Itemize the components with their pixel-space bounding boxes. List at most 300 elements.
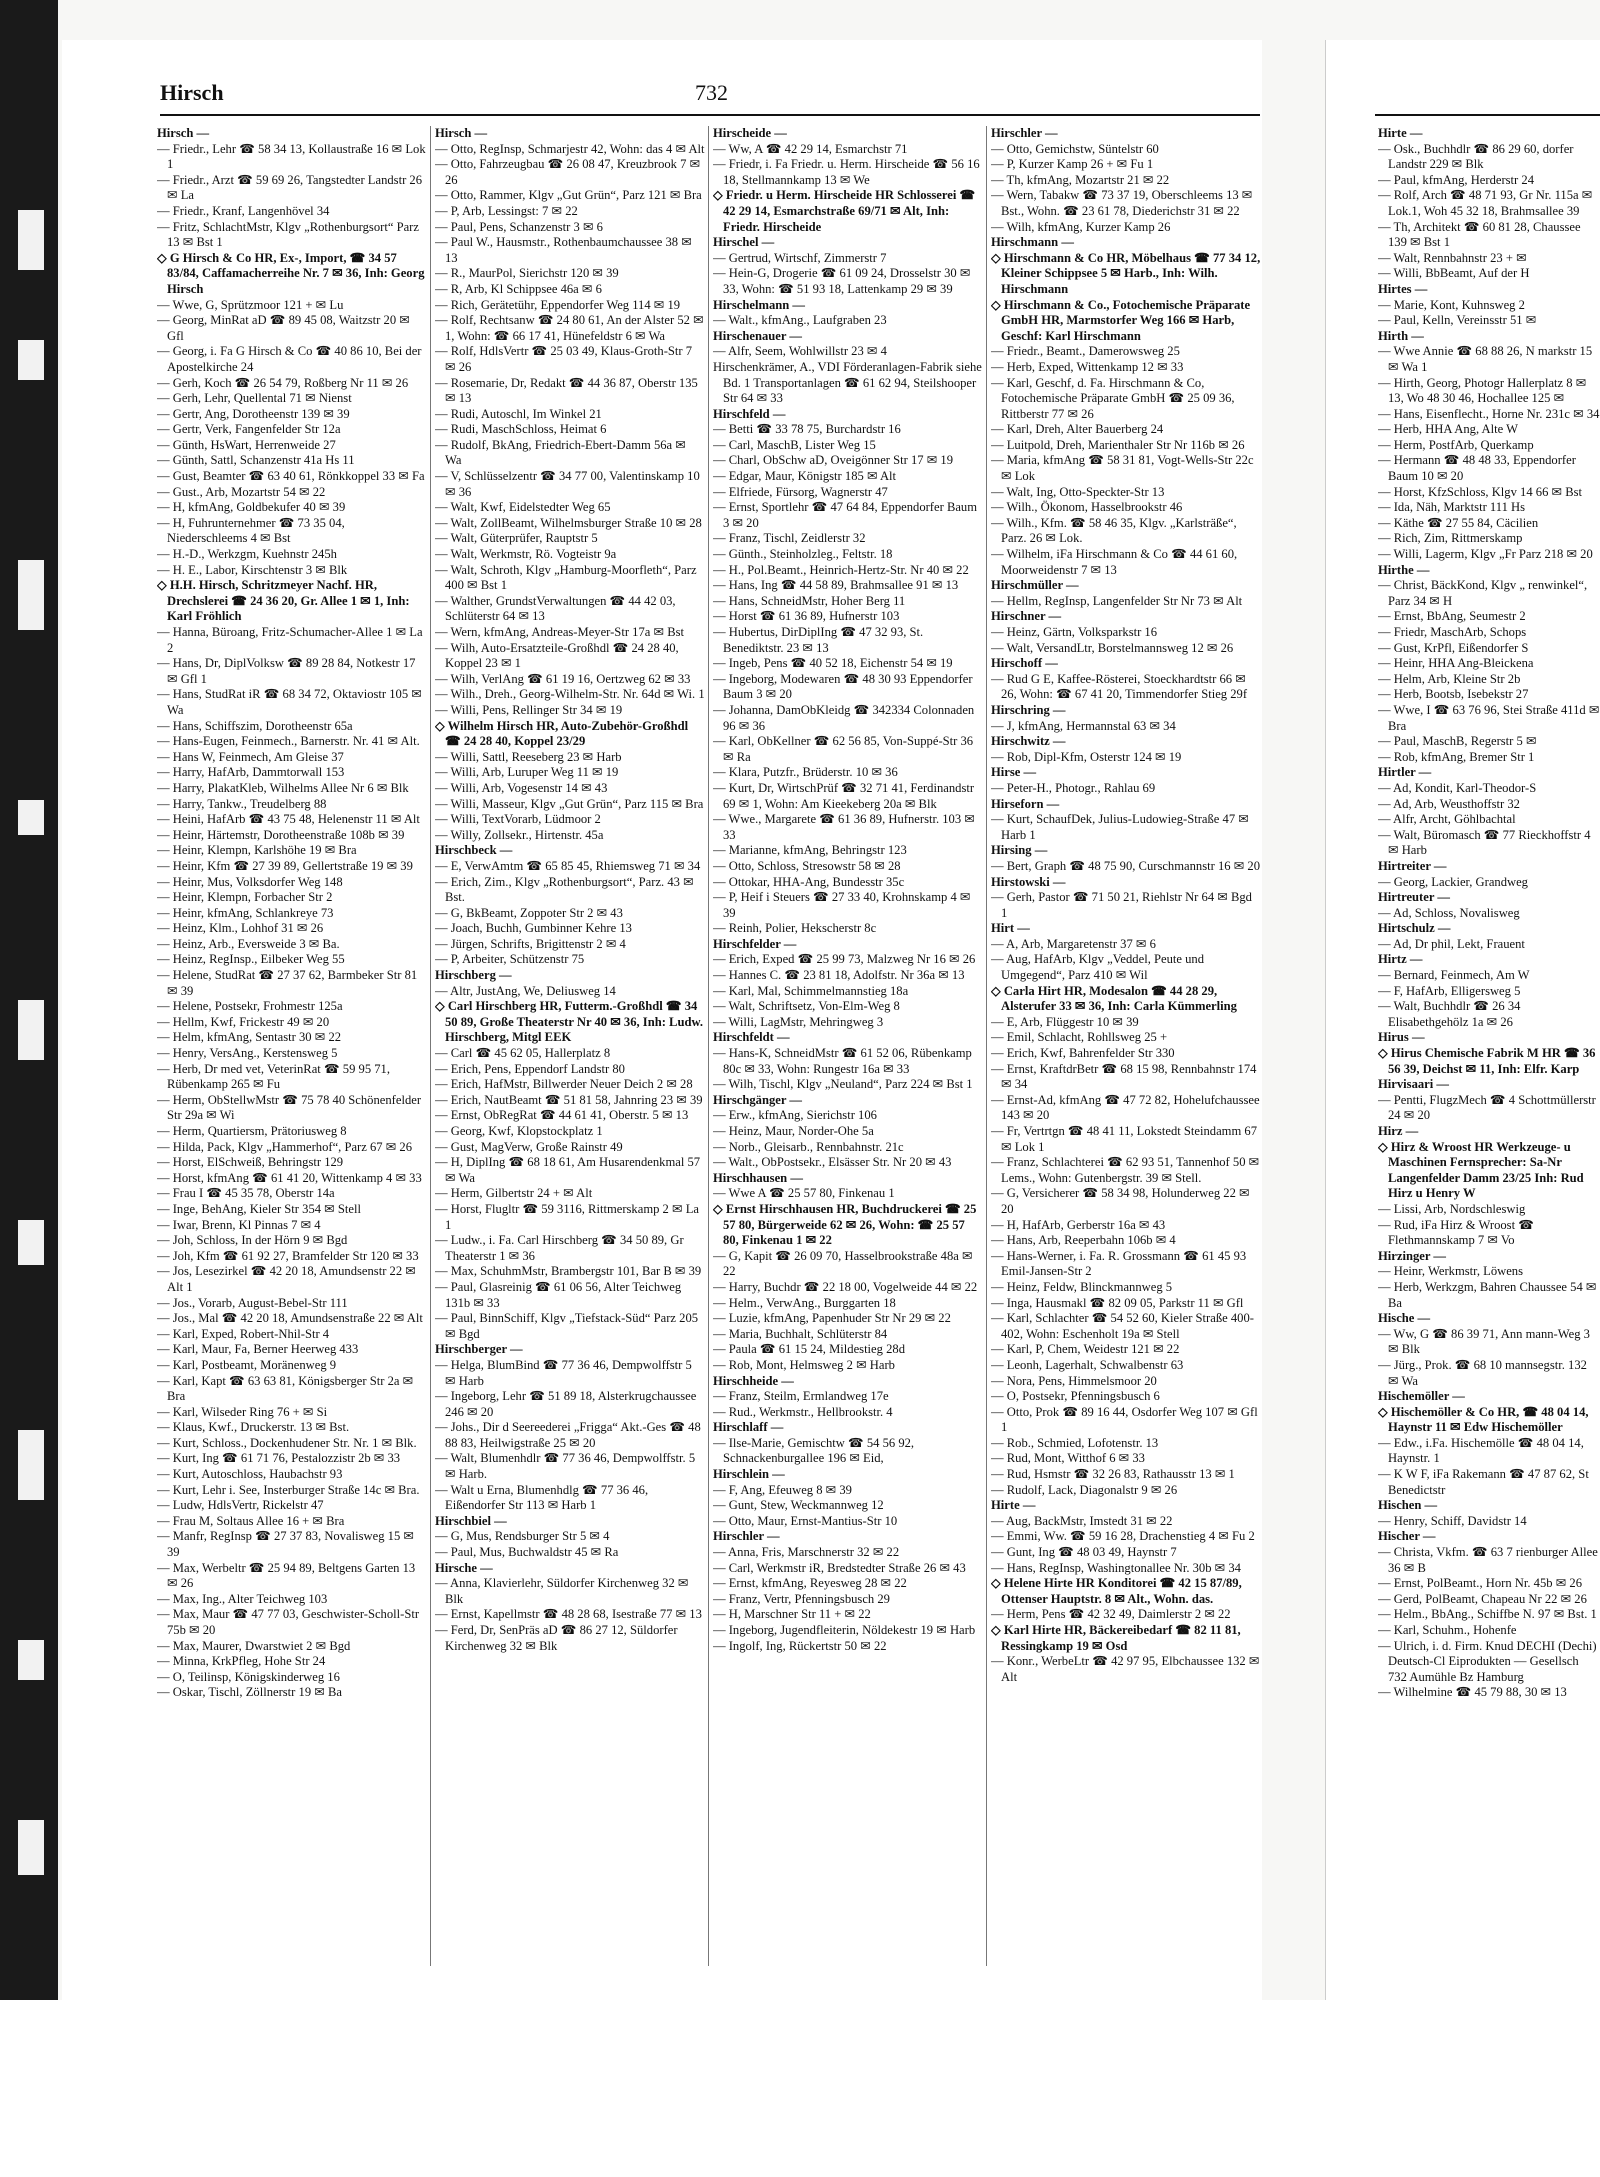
- directory-entry: — Herb, Werkzgm, Bahren Chaussee 54 ✉ Ba: [1378, 1279, 1597, 1310]
- directory-entry: — Hans, Arb, Reeperbahn 106b ✉ 4: [991, 1233, 1176, 1248]
- bottom-margin: [0, 2000, 1600, 2177]
- directory-entry: — Karl, Mal, Schimmelmannstieg 18a: [713, 983, 909, 998]
- directory-entry: ◇ Karl Hirte HR, Bäckereibedarf ☎ 82 11 81, Ressingkamp 19 ✉ Osd: [991, 1623, 1241, 1653]
- directory-entry: — Gerd, PolBeamt, Chapeau Nr 22 ✉ 26: [1378, 1591, 1587, 1606]
- directory-entry: Hirscheide —: [713, 126, 787, 140]
- directory-entry: — Gertr, Ang, Dorotheenstr 139 ✉ 39: [157, 406, 350, 421]
- directory-entry: — Otto, Prok ☎ 89 16 44, Osdorfer Weg 107 ✉ Gfl 1: [991, 1404, 1258, 1435]
- directory-entry: — Otto, Gemichstw, Süntelstr 60: [991, 141, 1159, 156]
- directory-entry: — Karl, Dreh, Alter Bauerberg 24: [991, 422, 1164, 437]
- directory-entry: — Heinr, Härtemstr, Dorotheenstraße 108b ✉ 39: [157, 827, 405, 842]
- directory-entry: — Rob, Dipl-Kfm, Osterstr 124 ✉ 19: [991, 749, 1182, 764]
- directory-entry: — Walt, Werkmstr, Rö. Vogteistr 9a: [435, 547, 617, 562]
- directory-entry: — Heinr, Klempn, Forbacher Str 2: [157, 890, 333, 905]
- directory-entry: — Walther, GrundstVerwaltungen ☎ 44 42 03, Schlüterstr 64 ✉ 13: [435, 593, 676, 624]
- directory-entry: — Emmi, Ww. ☎ 59 16 28, Drachenstieg 4 ✉ Fu 2: [991, 1529, 1255, 1544]
- directory-entry: — Wwe., Margarete ☎ 61 36 89, Hufnerstr. 103 ✉ 33: [713, 812, 975, 842]
- directory-entry: — Erich, Zim., Klgv „Rothenburgsort“, Parz. 43 ✉ Bst.: [435, 874, 694, 905]
- directory-entry: — Jos., Mal ☎ 42 20 18, Amundsenstraße 22 ✉ Alt: [157, 1311, 423, 1326]
- directory-entry: Hirschhausen —: [713, 1170, 803, 1185]
- directory-entry: — Bert, Graph ☎ 48 75 90, Curschmannstr 16 ✉ 20: [991, 858, 1260, 873]
- directory-entry: — Erich, HafMstr, Billwerder Neuer Deich 2 ✉ 28: [435, 1077, 693, 1092]
- directory-entry: — Pentti, FlugzMech ☎ 4 Schottmüllerstr 24 ✉ 20: [1378, 1092, 1596, 1123]
- directory-entry: ◇ Hirschmann & Co HR, Möbelhaus ☎ 77 34 12, Kleiner Schippsee 5 ✉ Harb., Inh: Wilh. Hirschmann: [991, 250, 1261, 296]
- directory-entry: — Walt, Büromasch ☎ 77 Rieckhoffstr 4 ✉ Harb: [1378, 827, 1591, 858]
- directory-entry: — Maria, kfmAng ☎ 58 31 81, Vogt-Wells-Str 22c ✉ Lok: [991, 453, 1254, 484]
- directory-entry: — Karl, Maur, Fa, Berner Heerweg 433: [157, 1342, 359, 1357]
- directory-entry: — Gunt, Stew, Weckmannweg 12: [713, 1498, 884, 1513]
- directory-entry: — Hans-K, SchneidMstr ☎ 61 52 06, Rübenkamp 80c ✉ 33, Wohn: Rungestr 16a ✉ 33: [713, 1046, 972, 1076]
- directory-entry: — Wwe Annie ☎ 68 88 26, N markstr 15 ✉ Wa 1: [1378, 344, 1593, 374]
- directory-entry: ◇ Ernst Hirschhausen HR, Buchdruckerei ☎ 25 57 80, Bürgerweide 62 ✉ 26, Wohn: ☎ 25 57 80, Finkenau 1 ✉ 22: [713, 1201, 977, 1248]
- facing-header-rule: [1375, 114, 1600, 116]
- directory-entry: — Hannes C. ☎ 23 81 18, Adolfstr. Nr 36a ✉ 13: [713, 968, 965, 983]
- directory-entry: — Paul, MaschB, Regerstr 5 ✉: [1378, 734, 1537, 749]
- directory-entry: — Rud, Hsmstr ☎ 32 26 83, Rathausstr 13 ✉ 1: [991, 1467, 1235, 1482]
- directory-entry: — Ingolf, Ing, Rückertstr 50 ✉ 22: [713, 1638, 887, 1653]
- directory-entry: — Anna, Klavierlehr, Süldorfer Kirchenweg 32 ✉ Blk: [435, 1576, 689, 1606]
- directory-entry: — Georg, MinRat aD ☎ 89 45 08, Waitzstr 20 ✉ Gfl: [157, 313, 410, 343]
- directory-entry: — H, kfmAng, Goldbekufer 40 ✉ 39: [157, 500, 346, 515]
- directory-entry: Hirschring —: [991, 702, 1066, 717]
- directory-entry: — Th, kfmAng, Mozartstr 21 ✉ 22: [991, 172, 1170, 187]
- directory-entry: — Alfr, Archt, Göhlbachtal: [1378, 812, 1516, 827]
- directory-entry: — Ernst, kfmAng, Reyesweg 28 ✉ 22: [713, 1576, 907, 1591]
- directory-entry: — Walt, Rennbahnstr 23 + ✉: [1378, 250, 1527, 265]
- directory-entry: — Harry, PlakatKleb, Wilhelms Allee Nr 6 ✉ Blk: [157, 780, 409, 795]
- directory-entry: — Gertrud, Wirtschf, Zimmerstr 7: [713, 250, 887, 265]
- directory-entry: — Marie, Kont, Kuhnsweg 2: [1378, 297, 1525, 312]
- directory-entry: — H., Pol.Beamt., Heinrich-Hertz-Str. Nr 40 ✉ 22: [713, 562, 969, 577]
- directory-entry: — Frau M, Soltaus Allee 16 + ✉ Bra: [157, 1513, 345, 1528]
- directory-entry: — P, Arb, Lessingst: 7 ✉ 22: [435, 203, 578, 218]
- directory-entry: ◇ Hirschmann & Co., Fotochemische Präparate GmbH HR, Marmstorfer Weg 166 ✉ Harb, Geschf: Karl Hirschmann: [991, 297, 1251, 343]
- directory-entry: — Jürgen, Schrifts, Brigittenstr 2 ✉ 4: [435, 936, 626, 951]
- directory-entry: — Walt, Buchhdlr ☎ 26 34 Elisabethgehölz 1a ✉ 26: [1378, 999, 1521, 1029]
- directory-entry: — Charl, ObSchw aD, Oveigönner Str 17 ✉ 19: [713, 453, 954, 468]
- directory-entry: — H, HafArb, Gerberstr 16a ✉ 43: [991, 1217, 1166, 1232]
- directory-entry: — P, Heif i Steuers ☎ 27 33 40, Krohnskamp 4 ✉ 39: [713, 890, 971, 920]
- directory-entry: Hirtreuter —: [1378, 890, 1450, 905]
- directory-entry: Hirschenkrämer, A., VDI Förderanlagen-Fabrik siehe Bd. 1 Transportanlagen ☎ 61 62 94, Steilshooper Str 64 ✉ 33: [713, 359, 982, 406]
- directory-entry: — Helm, kfmAng, Sentastr 30 ✉ 22: [157, 1030, 342, 1045]
- directory-entry: — Altr, JustAng, We, Deliusweg 14: [435, 983, 616, 998]
- directory-entry: — Wilh., Dreh., Georg-Wilhelm-Str. Nr. 64d ✉ Wi. 1: [435, 687, 705, 702]
- directory-entry: — Ad, Arb, Weusthoffstr 32: [1378, 796, 1520, 811]
- directory-entry: Hirsche —: [435, 1560, 493, 1575]
- directory-entry: — J, kfmAng, Hermannstal 63 ✉ 34: [991, 718, 1176, 733]
- directory-entry: — Kurt, Dr, WirtschPrüf ☎ 32 71 41, Ferdinandstr 69 ✉ 1, Wohn: Am Kieekeberg 20a ✉ Blk: [713, 780, 975, 811]
- directory-entry: Hirschler —: [713, 1529, 780, 1544]
- directory-entry: — Ad, Dr phil, Lekt, Frauent: [1378, 936, 1525, 951]
- directory-entry: — Rud G E, Kaffee-Rösterei, Stoeckhardtstr 66 ✉ 26, Wohn: ☎ 67 41 20, Timmendorfer Stieg 29f: [991, 671, 1248, 702]
- directory-entry: — Herb, Exped, Wittenkamp 12 ✉ 33: [991, 359, 1184, 374]
- directory-entry: — Rudi, Autoschl, Im Winkel 21: [435, 406, 602, 421]
- directory-entry: Hirse —: [991, 765, 1037, 780]
- directory-entry: — Friedr., Kranf, Langenhövel 34: [157, 203, 330, 218]
- directory-entry: Hirstowski —: [991, 874, 1066, 889]
- directory-entry: — Willi, Arb, Luruper Weg 11 ✉ 19: [435, 765, 619, 780]
- directory-entry: — Horst, KfzSchloss, Klgv 14 66 ✉ Bst: [1378, 484, 1583, 499]
- directory-entry: Hirschfeld —: [713, 406, 786, 421]
- directory-entry: — Willi, Sattl, Reeseberg 23 ✉ Harb: [435, 749, 622, 764]
- directory-entry: — Hellm, Kwf, Frickestr 49 ✉ 20: [157, 1014, 330, 1029]
- directory-entry: — Heinz, Arb., Eversweide 3 ✉ Ba.: [157, 936, 340, 951]
- directory-entry: — Edgar, Maur, Königstr 185 ✉ Alt: [713, 469, 897, 484]
- directory-entry: — Ferd, Dr, SenPräs aD ☎ 86 27 12, Süldorfer Kirchenweg 32 ✉ Blk: [435, 1623, 678, 1653]
- directory-entry: — Carl ☎ 45 62 05, Hallerplatz 8: [435, 1046, 611, 1061]
- directory-entry: — Johanna, DamObKleidg ☎ 342334 Colonnaden 96 ✉ 36: [713, 702, 975, 733]
- directory-entry: Hirschgänger —: [713, 1092, 802, 1107]
- directory-entry: — Max, Ing., Alter Teichweg 103: [157, 1591, 328, 1606]
- column-divider: [430, 126, 431, 1966]
- directory-entry: — Osk., Buchhdlr ☎ 86 29 60, dorfer Landstr 229 ✉ Blk: [1378, 141, 1574, 172]
- directory-entry: — Walt., ObPostsekr., Elsässer Str. Nr 20 ✉ 43: [713, 1155, 952, 1170]
- directory-entry: — Hans-Werner, i. Fa. R. Grossmann ☎ 61 45 93 Emil-Jansen-Str 2: [991, 1248, 1247, 1279]
- directory-entry: — Hans, RegInsp, Washingtonallee Nr. 30b ✉ 34: [991, 1560, 1241, 1575]
- directory-entry: — Gust, MagVerw, Große Rainstr 49: [435, 1139, 623, 1154]
- directory-entry: — Erich, Exped ☎ 25 99 73, Malzweg Nr 16 ✉ 26: [713, 952, 976, 967]
- directory-entry: — Walt, Schriftsetz, Von-Elm-Weg 8: [713, 999, 900, 1014]
- directory-entry: — Horst, Flugltr ☎ 59 3116, Rittmerskamp 2 ✉ La 1: [435, 1201, 699, 1232]
- directory-entry: — Herb, HHA Ang, Alte W: [1378, 422, 1519, 437]
- directory-entry: Hirschbiel —: [435, 1513, 507, 1528]
- directory-entry: — Harry, Tankw., Treudelberg 88: [157, 796, 327, 811]
- directory-entry: — Paul, Kelln, Vereinsstr 51 ✉: [1378, 313, 1537, 328]
- directory-entry: — Hein-G, Drogerie ☎ 61 09 24, Drosselstr 30 ✉ 33, Wohn: ☎ 51 93 18, Lattenkamp 29 ✉ 39: [713, 266, 971, 296]
- directory-entry: Hischen —: [1378, 1498, 1438, 1513]
- directory-entry: — Walt., kfmAng., Laufgraben 23: [713, 313, 887, 328]
- directory-entry: — Heinz, Feldw, Blinckmannweg 5: [991, 1279, 1173, 1294]
- directory-entry: — Georg, Kwf, Klopstockplatz 1: [435, 1124, 603, 1138]
- directory-entry: — Wilh., Kfm. ☎ 58 46 35, Klgv. „Karlsträße“, Parz. 26 ✉ Lok.: [991, 515, 1237, 546]
- directory-entry: — Wilh, Tischl, Klgv „Neuland“, Parz 224 ✉ Bst 1: [713, 1077, 973, 1092]
- directory-entry: — P, Kurzer Kamp 26 + ✉ Fu 1: [991, 157, 1154, 172]
- directory-entry: — Reinh, Polier, Hekscherstr 8c: [713, 921, 877, 936]
- directory-entry: Hirschmüller —: [991, 578, 1079, 593]
- directory-entry: — Hans, SchneidMstr, Hoher Berg 11: [713, 593, 906, 608]
- directory-entry: Hirte —: [991, 1498, 1036, 1513]
- directory-entry: — Friedr., Lehr ☎ 58 34 13, Kollaustraße 16 ✉ Lok 1: [157, 141, 426, 172]
- directory-entry: — E, Arb, Flüggestr 10 ✉ 39: [991, 1014, 1139, 1029]
- running-head: Hirsch: [160, 80, 224, 105]
- directory-entry: — Walt, ZollBeamt, Wilhelmsburger Straße 10 ✉ 28: [435, 515, 702, 530]
- directory-entry: — F, Ang, Efeuweg 8 ✉ 39: [713, 1482, 852, 1497]
- directory-entry: — Hans, StudRat iR ☎ 68 34 72, Oktaviostr 105 ✉ Wa: [157, 687, 422, 717]
- directory-entry: Hirsch —: [157, 126, 210, 140]
- directory-entry: — Alfr, Seem, Wohlwillstr 23 ✉ 4: [713, 344, 887, 359]
- directory-entry: — Rudolf, Lack, Diagonalstr 9 ✉ 26: [991, 1482, 1178, 1497]
- directory-entry: — Max, Maur ☎ 47 77 03, Geschwister-Scholl-Str 75b ✉ 20: [157, 1607, 420, 1637]
- directory-entry: — R, Arb, Kl Schippsee 46a ✉ 6: [435, 281, 602, 296]
- directory-entry: — Friedr., Beamt., Damerowsweg 25: [991, 344, 1180, 359]
- directory-entry: — Franz, Tischl, Zeidlerstr 32: [713, 531, 866, 546]
- directory-entry: — Karl, Postbeamt, Moränenweg 9: [157, 1357, 337, 1372]
- directory-entry: — Rob, kfmAng, Bremer Str 1: [1378, 749, 1535, 764]
- directory-entry: — Henry, VersAng., Kerstensweg 5: [157, 1046, 338, 1061]
- directory-entry: — A, Arb, Margaretenstr 37 ✉ 6: [991, 936, 1156, 951]
- directory-entry: — V, Schlüsselzentr ☎ 34 77 00, Valentinskamp 10 ✉ 36: [435, 469, 700, 499]
- directory-entry: — Gust., Arb, Mozartstr 54 ✉ 22: [157, 484, 326, 499]
- directory-entry: — Helm., BbAng., Schiffbe N. 97 ✉ Bst. 1: [1378, 1607, 1597, 1622]
- directory-entry: — Willi, Masseur, Klgv „Gut Grün“, Parz 115 ✉ Bra: [435, 796, 704, 811]
- directory-entry: — Heini, HafArb ☎ 43 75 48, Helenenstr 11 ✉ Alt: [157, 812, 420, 827]
- directory-entry: — Gust, KrPfl, Eißendorfer S: [1378, 640, 1529, 655]
- directory-entry: — Max, Maurer, Dwarstwiet 2 ✉ Bgd: [157, 1638, 351, 1653]
- directory-entry: — Karl, Geschf, d. Fa. Hirschmann & Co, Fotochemische Präparate GmbH ☎ 25 09 36, Rittberstr 77 ✉ 26: [991, 375, 1235, 421]
- directory-entry: — H, Fuhrunternehmer ☎ 73 35 04, Niederschleems 4 ✉ Bst: [157, 515, 345, 546]
- directory-entry: — Wwe, G, Sprützmoor 121 + ✉ Lu: [157, 297, 344, 312]
- directory-entry: Hirschelmann —: [713, 297, 806, 312]
- directory-entry: — Nora, Pens, Himmelsmoor 20: [991, 1373, 1157, 1388]
- directory-entry: Hirschlein —: [713, 1467, 785, 1482]
- directory-entry: — Paul, Mus, Buchwaldstr 45 ✉ Ra: [435, 1545, 619, 1560]
- directory-entry: Hirzinger —: [1378, 1248, 1446, 1263]
- directory-entry: Hischer —: [1378, 1529, 1436, 1544]
- directory-entry: — R., MaurPol, Sierichstr 120 ✉ 39: [435, 266, 619, 281]
- directory-entry: — Karl, Wilseder Ring 76 + ✉ Si: [157, 1404, 328, 1419]
- directory-entry: Hirtz —: [1378, 952, 1423, 967]
- directory-entry: — Willi, LagMstr, Mehringweg 3: [713, 1014, 884, 1029]
- directory-entry: — Ernst, BbAng, Seumestr 2: [1378, 609, 1526, 624]
- directory-column-3: [713, 126, 983, 1966]
- directory-entry: — Herm, Pens ☎ 42 32 49, Daimlerstr 2 ✉ 22: [991, 1607, 1231, 1622]
- directory-entry: — Max, Werbeltr ☎ 25 94 89, Beltgens Garten 13 ✉ 26: [157, 1560, 416, 1591]
- directory-entry: — Otto, Maur, Ernst-Mantius-Str 10: [713, 1513, 898, 1528]
- directory-entry: ◇ Hirus Chemische Fabrik M HR ☎ 36 56 39, Deichst ✉ 11, Inh: Elfr. Karp: [1378, 1046, 1596, 1076]
- directory-entry: — Jos, Lesezirkel ☎ 42 20 18, Amundsenstr 22 ✉ Alt 1: [157, 1264, 416, 1294]
- directory-entry: — Rudolf, BkAng, Friedrich-Ebert-Damm 56a ✉ Wa: [435, 437, 686, 468]
- directory-entry: Hirtler —: [1378, 765, 1432, 780]
- directory-entry: — Erw., kfmAng, Sierichstr 106: [713, 1108, 877, 1123]
- directory-entry: — Helene, Postsekr, Frohmestr 125a: [157, 999, 343, 1014]
- directory-entry: Hirschler —: [991, 126, 1058, 140]
- directory-entry: Hirschfeldt —: [713, 1030, 790, 1045]
- directory-entry: — Hermann ☎ 48 48 33, Eppendorfer Baum 10 ✉ 20: [1378, 453, 1576, 484]
- directory-entry: — Gertr, Verk, Fangenfelder Str 12a: [157, 422, 341, 437]
- directory-entry: — Hellm, RegInsp, Langenfelder Str Nr 73 ✉ Alt: [991, 593, 1243, 608]
- directory-entry: — Wilh., Ökonom, Hasselbrookstr 46: [991, 500, 1183, 515]
- directory-entry: Hirsing —: [991, 843, 1048, 858]
- directory-entry: — Ilse-Marie, Gemischtw ☎ 54 56 92, Schnackenburgallee 196 ✉ Eid,: [713, 1435, 915, 1466]
- directory-entry: — Rob, Mont, Helmsweg 2 ✉ Harb: [713, 1357, 895, 1372]
- directory-entry: — Elfriede, Fürsorg, Wagnerstr 47: [713, 484, 888, 499]
- directory-entry: — Edw., i.Fa. Hischemölle ☎ 48 04 14, Haynstr. 1: [1378, 1435, 1584, 1466]
- directory-entry: Hirschoff —: [991, 656, 1058, 671]
- directory-entry: — Walt, Kwf, Eidelstedter Weg 65: [435, 500, 611, 515]
- directory-entry: — F, HafArb, Elligersweg 5: [1378, 983, 1521, 998]
- directory-entry: — Kurt, Ing ☎ 61 71 76, Pestalozzistr 2b ✉ 33: [157, 1451, 401, 1466]
- directory-entry: — K W F, iFa Rakemann ☎ 47 87 62, St Benedictstr: [1378, 1467, 1589, 1497]
- directory-entry: — Hans-Eugen, Feinmech., Barnerstr. Nr. 41 ✉ Alt.: [157, 734, 420, 749]
- directory-entry: Hirseforn —: [991, 796, 1060, 811]
- directory-entry: — Fr, Vertrtgn ☎ 48 41 11, Lokstedt Steindamm 67 ✉ Lok 1: [991, 1124, 1257, 1154]
- directory-entry: — Franz, Schlachterei ☎ 62 93 51, Tannenhof 50 ✉ Lems., Wohn: Gutenbergstr. 39 ✉ Stell.: [991, 1155, 1260, 1185]
- directory-entry: ◇ H.H. Hirsch, Schritzmeyer Nachf. HR, Drechslerei ☎ 24 36 20, Gr. Allee 1 ✉ 1, Inh: Karl Fröhlich: [157, 578, 410, 624]
- directory-entry: — Friedr, MaschArb, Schops: [1378, 625, 1527, 639]
- directory-entry: — Walt, Schroth, Klgv „Hamburg-Moorfleth“, Parz 400 ✉ Bst 1: [435, 562, 697, 593]
- directory-entry: Hischemöller —: [1378, 1389, 1465, 1404]
- directory-column-2: [435, 126, 705, 1966]
- directory-entry: — Paul, Pens, Schanzenstr 3 ✉ 6: [435, 219, 603, 234]
- directory-entry: — Rud, Mont, Witthof 6 ✉ 33: [991, 1451, 1145, 1466]
- directory-entry: — H, Marschner Str 11 + ✉ 22: [713, 1607, 871, 1622]
- directory-entry: — Ernst, Sportlehr ☎ 47 64 84, Eppendorfer Baum 3 ✉ 20: [713, 500, 978, 530]
- directory-entry: — Aug, BackMstr, Imstedt 31 ✉ 22: [991, 1513, 1173, 1528]
- directory-entry: — Günth., Steinholzleg., Feltstr. 18: [713, 547, 893, 562]
- directory-entry: — Helm., VerwAng., Burggarten 18: [713, 1295, 896, 1310]
- directory-entry: — Minna, KrkPfleg, Hohe Str 24: [157, 1654, 326, 1669]
- directory-entry: Hirschner —: [991, 609, 1062, 624]
- directory-entry: — Norb., Gleisarb., Rennbahnstr. 21c: [713, 1139, 904, 1154]
- directory-entry: — Wilhelmine ☎ 45 79 88, 30 ✉ 13: [1378, 1685, 1567, 1700]
- directory-entry: — Ad, Schloss, Novalisweg: [1378, 905, 1520, 920]
- directory-entry: — Frau I ☎ 45 35 78, Oberstr 14a: [157, 1186, 335, 1201]
- directory-entry: Hirschlaff —: [713, 1420, 784, 1435]
- directory-entry: — Inge, BehAng, Kieler Str 354 ✉ Stell: [157, 1201, 361, 1216]
- directory-entry: — Walt, Blumenhdlr ☎ 77 36 46, Dempwolffstr. 5 ✉ Harb.: [435, 1451, 696, 1482]
- directory-entry: — Paul, kfmAng, Herderstr 24: [1378, 172, 1534, 187]
- directory-entry: — Gunt, Ing ☎ 48 03 49, Haynstr 7: [991, 1545, 1177, 1560]
- directory-entry: — Willi, BbBeamt, Auf der H: [1378, 266, 1530, 281]
- directory-entry: — Karl, Schuhm., Hohenfe: [1378, 1623, 1517, 1637]
- directory-entry: — Henry, Schiff, Davidstr 14: [1378, 1513, 1527, 1528]
- directory-entry: — Georg, Lackier, Grandweg: [1378, 874, 1528, 889]
- directory-entry: — Ottokar, HHA-Ang, Bundesstr 35c: [713, 874, 905, 889]
- directory-entry: — Kurt, Autoschloss, Haubachstr 93: [157, 1467, 343, 1482]
- directory-entry: — Otto, RegInsp, Schmarjestr 42, Wohn: das 4 ✉ Alt: [435, 141, 705, 156]
- directory-entry: — Gust, Beamter ☎ 63 40 61, Rönkkoppel 33 ✉ Fa: [157, 469, 425, 484]
- directory-entry: — Rolf, Arch ☎ 48 71 93, Gr Nr. 115a ✉ Lok.1, Woh 45 32 18, Brahmsallee 39: [1378, 188, 1593, 218]
- directory-entry: — Hans W, Feinmech, Am Gleise 37: [157, 749, 344, 764]
- directory-entry: — Heinz, RegInsp., Eilbeker Weg 55: [157, 952, 345, 967]
- directory-entry: — Ludw, HdlsVertr, Rickelstr 47: [157, 1498, 324, 1513]
- directory-entry: — Helm, Arb, Kleine Str 2b: [1378, 671, 1521, 686]
- directory-entry: — Lissi, Arb, Nordschleswig: [1378, 1201, 1526, 1216]
- directory-entry: ◇ Hirz & Wroost HR Werkzeuge- u Maschinen Fernsprecher: Sa-Nr Langenfelder Damm 23/25 Inh: Rud Hirz u Henry W: [1378, 1139, 1584, 1201]
- directory-entry: — Marianne, kfmAng, Behringstr 123: [713, 843, 907, 858]
- directory-entry: — Rich, Gerätetühr, Eppendorfer Weg 114 ✉ 19: [435, 297, 681, 312]
- directory-entry: — H.-D., Werkzgm, Kuehnstr 245h: [157, 547, 337, 562]
- directory-entry: — Hubertus, DirDiplIng ☎ 47 32 93, St. Benediktstr. 23 ✉ 13: [713, 625, 924, 655]
- directory-entry: — Wilh, VerlAng ☎ 61 19 16, Oertzweg 62 ✉ 33: [435, 671, 691, 686]
- page-header: [160, 80, 1260, 114]
- directory-entry: — Otto, Fahrzeugbau ☎ 26 08 47, Kreuzbrook 7 ✉ 26: [435, 157, 701, 187]
- directory-entry: — Käthe ☎ 27 55 84, Cäcilien: [1378, 515, 1539, 530]
- header-rule: [160, 114, 1260, 116]
- directory-entry: — G, Versicherer ☎ 58 34 98, Holunderweg 22 ✉ 20: [991, 1186, 1250, 1216]
- directory-entry: Hirschmann —: [991, 235, 1074, 250]
- directory-entry: — Joach, Buchh, Gumbinner Kehre 13: [435, 921, 632, 936]
- directory-entry: — Hans, Dr, DiplVolksw ☎ 89 28 84, Notkestr 17 ✉ Gfl 1: [157, 656, 416, 686]
- directory-entry: — Oskar, Tischl, Zöllnerstr 19 ✉ Ba: [157, 1685, 342, 1700]
- directory-entry: — Heinz, Klm., Lohhof 31 ✉ 26: [157, 921, 324, 936]
- directory-entry: — Klaus, Kwf., Druckerstr. 13 ✉ Bst.: [157, 1420, 350, 1435]
- directory-entry: — Rud., Werkmstr., Hellbrookstr. 4: [713, 1404, 893, 1419]
- directory-entry: — Klara, Putzfr., Brüderstr. 10 ✉ 36: [713, 765, 898, 780]
- directory-entry: — Erich, Pens, Eppendorf Landstr 80: [435, 1061, 625, 1076]
- directory-columns: [157, 126, 1260, 1966]
- directory-entry: — Anna, Fris, Marschnerstr 32 ✉ 22: [713, 1545, 900, 1560]
- facing-page-column: [1378, 126, 1600, 1966]
- directory-entry: ◇ Carl Hirschberg HR, Futterm.-Großhdl ☎ 34 50 89, Große Theaterstr Nr 40 ✉ 36, Inh: Ludw. Hirschberg, Mitgl EEK: [435, 999, 704, 1045]
- directory-entry: — Willi, Lagerm, Klgv „Fr Parz 218 ✉ 20: [1378, 547, 1593, 562]
- column-divider: [708, 126, 709, 1966]
- directory-entry: Hische —: [1378, 1311, 1431, 1326]
- directory-entry: — Maria, Buchhalt, Schlüterstr 84: [713, 1326, 888, 1341]
- directory-entry: — Luitpold, Dreh, Marienthaler Str Nr 116b ✉ 26: [991, 437, 1245, 452]
- directory-entry: — Ww, A ☎ 42 29 14, Esmarchstr 71: [713, 141, 908, 156]
- directory-entry: — Helene, StudRat ☎ 27 37 62, Barmbeker Str 81 ✉ 39: [157, 968, 418, 998]
- directory-entry: Hirschberg —: [435, 968, 512, 983]
- directory-entry: — Karl, Exped, Robert-Nhil-Str 4: [157, 1326, 330, 1341]
- directory-entry: — Luzie, kfmAng, Papenhuder Str Nr 29 ✉ 22: [713, 1311, 951, 1326]
- directory-entry: — Manfr, RegInsp ☎ 27 37 83, Novaliswеg 15 ✉ 39: [157, 1529, 414, 1560]
- directory-entry: Hirschenauer —: [713, 328, 802, 343]
- directory-entry: — Herb, Bootsb, Isebekstr 27: [1378, 687, 1529, 702]
- directory-entry: — Horst, ElSchweiß, Behringstr 129: [157, 1155, 344, 1170]
- directory-entry: — Christa, Vkfm. ☎ 63 7 rienburger Allee 36 ✉ B: [1378, 1545, 1598, 1575]
- directory-entry: — Heinr, Kfm ☎ 27 39 89, Gellertstraße 19 ✉ 39: [157, 858, 413, 873]
- directory-entry: — G, BkBeamt, Zoppoter Str 2 ✉ 43: [435, 905, 623, 920]
- directory-entry: — Franz, Vertr, Pfenningsbusch 29: [713, 1591, 890, 1606]
- directory-entry: — Friedr., Arzt ☎ 59 69 26, Tangstedter Landstr 26 ✉ La: [157, 172, 423, 203]
- directory-entry: — Rolf, Rechtsanw ☎ 24 80 61, An der Alster 52 ✉ 1, Wohn: ☎ 66 17 41, Hünefeldstr 6 ✉ Wa: [435, 313, 704, 343]
- directory-column-1: [157, 126, 427, 1966]
- directory-entry: — Ww, G ☎ 86 39 71, Ann mann-Weg 3 ✉ Blk: [1378, 1326, 1590, 1357]
- directory-entry: — Paul W., Hausmstr., Rothenbaumchaussee 38 ✉ 13: [435, 235, 692, 265]
- directory-entry: Hirschwitz —: [991, 734, 1066, 749]
- directory-entry: — Ernst, KraftdrBetr ☎ 68 15 98, Rennbahnstr 174 ✉ 34: [991, 1061, 1257, 1092]
- directory-entry: — Carl, MaschB, Lister Weg 15: [713, 437, 876, 452]
- directory-entry: — Herm, PostfArb, Querkamp: [1378, 437, 1534, 452]
- directory-entry: Hirthe —: [1378, 562, 1430, 577]
- directory-entry: — Paul, BinnSchiff, Klgv „Tiefstack-Süd“ Parz 205 ✉ Bgd: [435, 1311, 699, 1341]
- directory-entry: — Gerh, Lehr, Quellental 71 ✉ Nienst: [157, 391, 352, 406]
- directory-entry: — Willi, Arb, Vogesenstr 14 ✉ 43: [435, 780, 608, 795]
- directory-entry: — P, Arbeiter, Schützenstr 75: [435, 952, 585, 967]
- directory-entry: — Hirth, Georg, Photogr Hallerplatz 8 ✉ 13, Wo 48 30 46, Hochallee 125 ✉: [1378, 375, 1587, 406]
- directory-entry: — Ulrich, i. d. Firm. Knud DECHI (Dechi) Deutsch-Cl Eiprodukten — Gesellsch 732 Aumühle Bz Hamburg: [1378, 1638, 1597, 1684]
- directory-entry: — Inga, Hausmakl ☎ 82 09 05, Parkstr 11 ✉ Gfl: [991, 1295, 1244, 1310]
- directory-entry: — Wilh, kfmAng, Kurzer Kamp 26: [991, 219, 1171, 234]
- directory-entry: — O, Teilinsp, Königskinderweg 16: [157, 1669, 340, 1684]
- directory-entry: — Carl, Werkmstr iR, Bredstedter Straße 26 ✉ 43: [713, 1560, 966, 1575]
- directory-entry: — Gerh, Pastor ☎ 71 50 21, Riehlstr Nr 64 ✉ Bgd 1: [991, 890, 1252, 920]
- directory-entry: Hirschberger —: [435, 1342, 523, 1357]
- directory-entry: — Rich, Zim, Rittmerskamp: [1378, 531, 1523, 546]
- directory-entry: Hirvisaari —: [1378, 1077, 1450, 1092]
- directory-entry: — Herm, Quartiersm, Prätoriusweg 8: [157, 1124, 347, 1138]
- directory-entry: — Fritz, SchlachtMstr, Klgv „Rothenburgsort“ Parz 13 ✉ Bst 1: [157, 219, 419, 250]
- directory-entry: Hirschbeck —: [435, 843, 513, 858]
- directory-entry: — Heinr, Werkmstr, Löwens: [1378, 1264, 1523, 1279]
- directory-entry: — Helga, BlumBind ☎ 77 36 46, Dempwolffstr 5 ✉ Harb: [435, 1357, 692, 1388]
- directory-entry: Hirschfelder —: [713, 936, 797, 951]
- book-binding: [0, 0, 58, 2000]
- directory-entry: — Emil, Schlacht, Rohllsweg 25 +: [991, 1030, 1168, 1045]
- directory-entry: — Ingeborg, Lehr ☎ 51 89 18, Alsterkrugchaussee 246 ✉ 20: [435, 1389, 697, 1419]
- directory-entry: — H, DiplIng ☎ 68 18 61, Am Husarendenkmal 57 ✉ Wa: [435, 1155, 701, 1185]
- directory-entry: Hirus —: [1378, 1030, 1425, 1045]
- directory-entry: — Wern, kfmAng, Andreas-Meyer-Str 17a ✉ Bst: [435, 625, 684, 639]
- directory-entry: — Ernst-Ad, kfmAng ☎ 47 72 82, Hohelufchaussee 143 ✉ 20: [991, 1092, 1260, 1123]
- directory-entry: ◇ Helene Hirte HR Konditorei ☎ 42 15 87/89, Ottenser Hauptstr. 8 ✉ Alt., Wohn. das.: [991, 1576, 1242, 1606]
- directory-entry: Hirtreiter —: [1378, 858, 1447, 873]
- directory-entry: — Karl, Kapt ☎ 63 63 81, Königsberger Str 2a ✉ Bra: [157, 1373, 414, 1404]
- directory-entry: — G, Kapit ☎ 26 09 70, Hasselbrookstraße 48a ✉ 22: [713, 1248, 973, 1279]
- directory-entry: ◇ Carla Hirt HR, Modesalon ☎ 44 28 29, Alsterufer 33 ✉ 36, Inh: Carla Kümmerling: [991, 983, 1237, 1014]
